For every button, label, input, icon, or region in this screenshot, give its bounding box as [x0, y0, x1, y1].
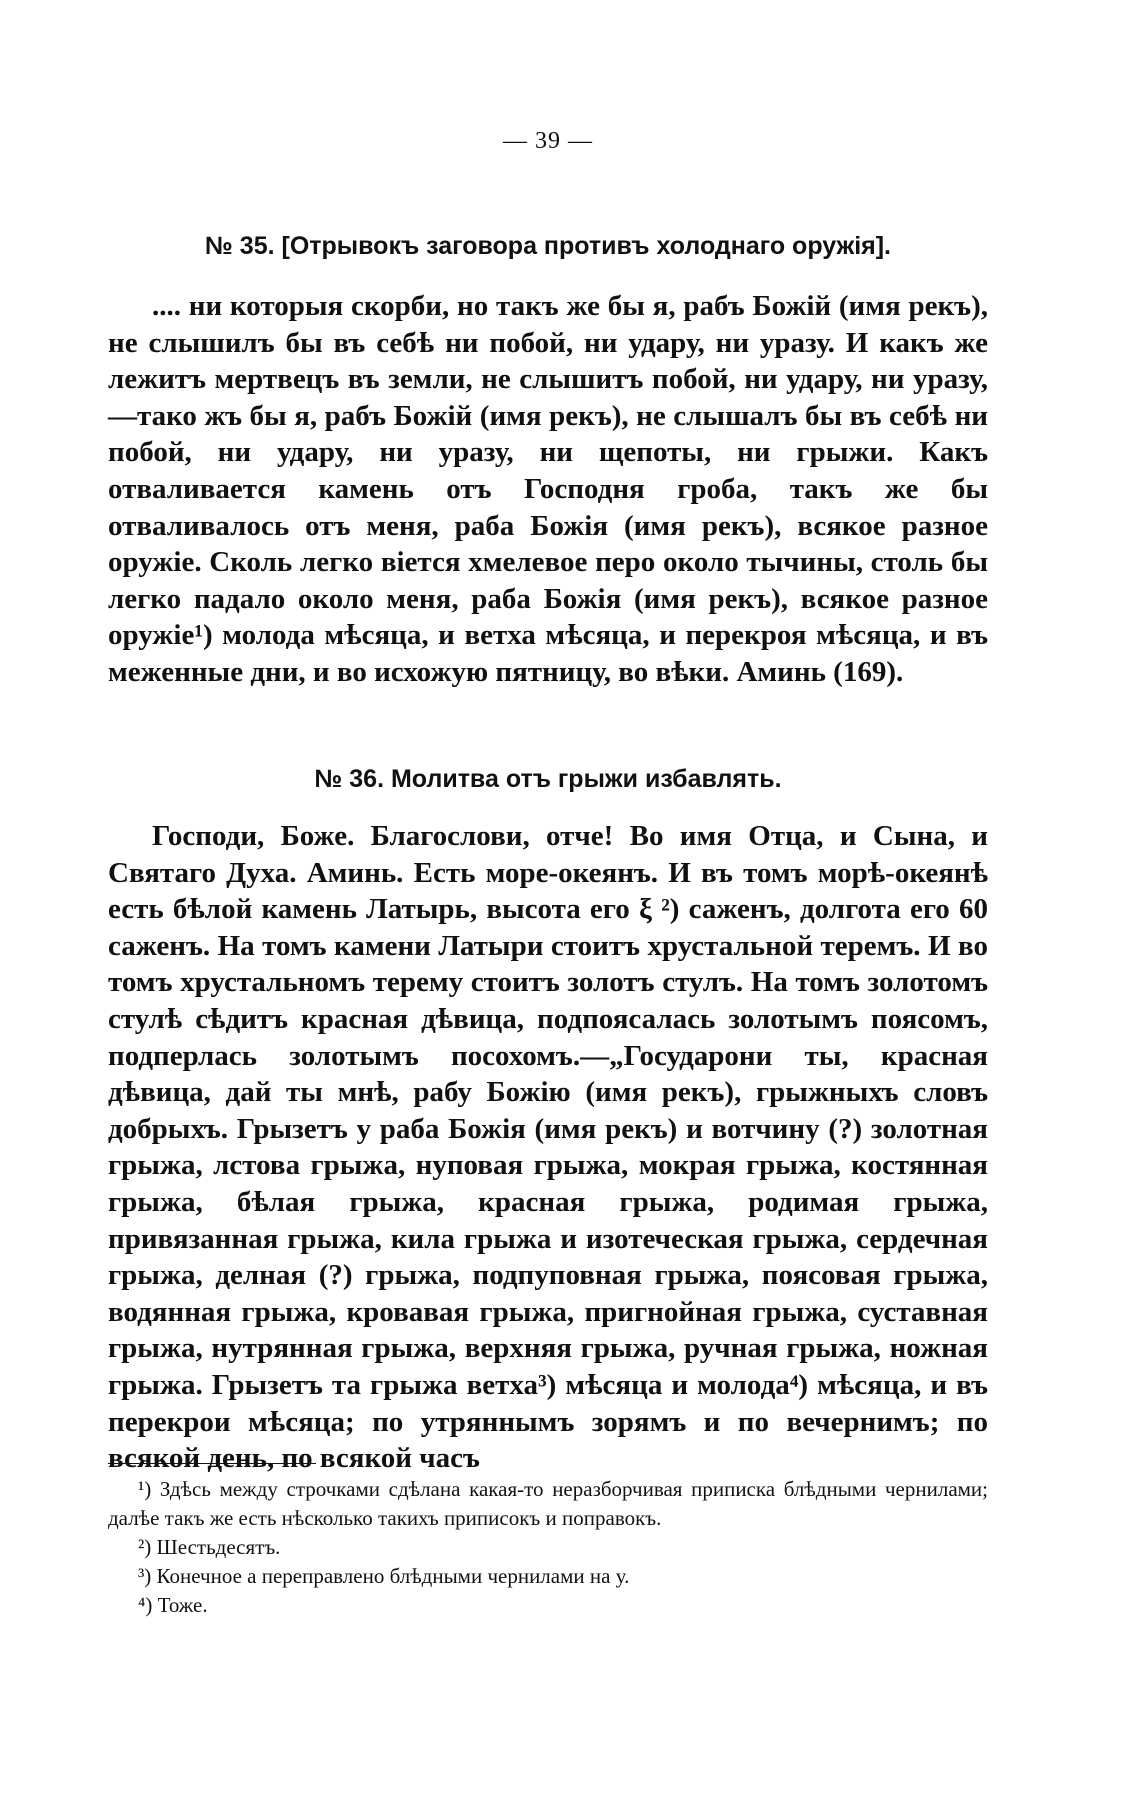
- footnote-2: ²) Шестьдесятъ.: [138, 1535, 281, 1559]
- footnotes: [108, 1475, 988, 1620]
- footnote-4: ⁴) Тоже.: [138, 1593, 208, 1617]
- footnote-divider: [108, 1463, 316, 1464]
- section-35-text: .... ни которыя скорби, но такъ же бы я, рабъ Божій (имя рекъ), не слышилъ бы въ себѣ ни побой, ни удару, ни уразу. И какъ же лежитъ мертвецъ въ земли, не слышитъ побой, ни удару, ни уразу,—тако жъ бы я, рабъ Божій (имя рекъ), не слышалъ бы въ себѣ ни побой, ни удару, ни уразу, ни щепоты, ни грыжи. Какъ отваливается камень отъ Господня гроба, такъ же бы отваливалось отъ меня, раба Божія (имя рекъ), всякое разное оружіе. Сколь легко віется хмелевое перо около тычины, столь бы легко падало около меня, раба Божія (имя рекъ), всякое разное оружіе¹) молода мѣсяца, и ветха мѣсяца, и перекроя мѣсяца, и въ меженные дни, и во исхожую пятницу, во вѣки. Аминь (169).: [108, 290, 988, 688]
- page-number: — 39 —: [503, 128, 593, 154]
- section-36-heading: № 36. Молитва отъ грыжи избавлять.: [314, 765, 782, 793]
- section-35-heading: № 35. [Отрывокъ заговора противъ холоднаго оружія].: [204, 232, 892, 260]
- section-36-text: Господи, Боже. Благослови, отче! Во имя Отца, и Сына, и Святаго Духа. Аминь. Есть море-океянъ. И въ томъ морѣ-океянѣ есть бѣлой камень Латырь, высота его ξ ²) саженъ, долгота его 60 саженъ. На томъ камени Латыри стоитъ хрустальной теремъ. И во томъ хрустальномъ терему стоитъ золотъ стулъ. На томъ золотомъ стулѣ сѣдитъ красная дѣвица, подпоясалась золотымъ поясомъ, подперлась золотымъ посохомъ.—„Государони ты, красная дѣвица, дай ты мнѣ, рабу Божію (имя рекъ), грыжныхъ словъ добрыхъ. Грызетъ у раба Божія (имя рекъ) и вотчину (?) золотная грыжа, лстова грыжа, нуповая грыжа, мокрая грыжа, костянная грыжа, бѣлая грыжа, красная грыжа, родимая грыжа, привязанная грыжа, кила грыжа и изотеческая грыжа, сердечная грыжа, делная (?) грыжа, подпуповная грыжа, поясовая грыжа, водянная грыжа, кровавая грыжа, пригнойная грыжа, суставная грыжа, нутрянная грыжа, верхняя грыжа, ручная грыжа, ножная грыжа. Грызетъ та грыжа ветха³) мѣсяца и молода⁴) мѣсяца, и въ перекрои мѣсяца; по утряннымъ зорямъ и по вечернимъ; по всякой день, по всякой часъ: [108, 820, 988, 1475]
- footnote-1: ¹) Здѣсь между строчками сдѣлана какая-то неразборчивая приписка блѣдными чернилами; далѣе такъ же есть нѣсколько такихъ приписокъ и поправокъ.: [108, 1477, 988, 1530]
- document-page: [108, 0, 988, 1810]
- footnote-3: ³) Конечное а переправлено блѣдными чернилами на у.: [138, 1564, 630, 1588]
